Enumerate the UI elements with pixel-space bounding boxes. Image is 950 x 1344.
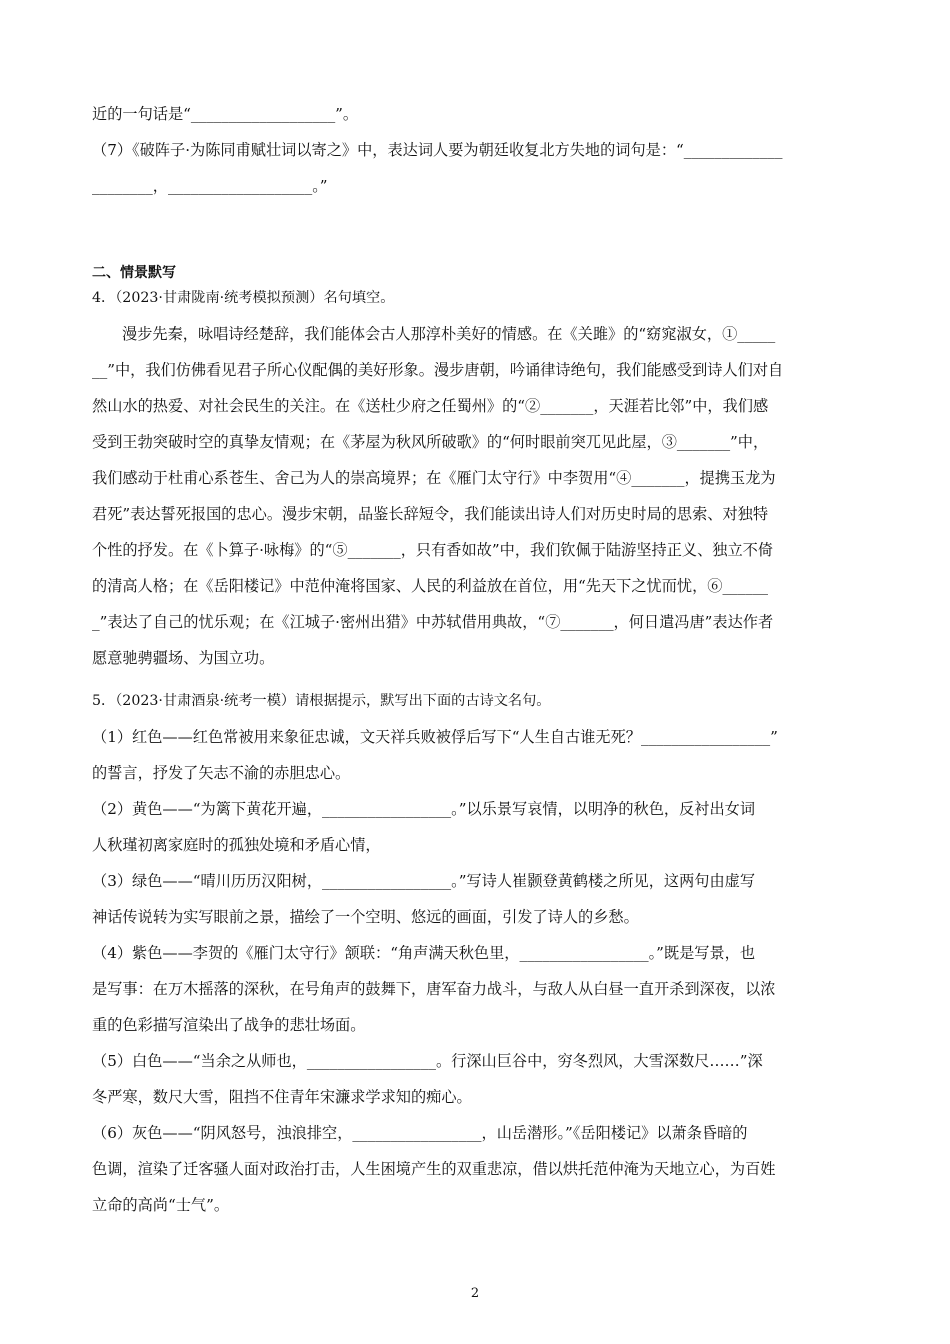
q5-line: （6）灰色——“阴风怒号，浊浪排空，_________________，山岳潜形。”《岳阳楼记》以萧条昏暗的 — [92, 1124, 748, 1142]
section-title: 二、情景默写 — [92, 265, 176, 281]
q4-line: 然山水的热爱、对社会民生的关注。在《送杜少府之任蜀州》的“②_______，天涯若比邻”中，我们感 — [92, 397, 769, 415]
q5-line: （3）绿色——“晴川历历汉阳树，_________________。”写诗人崔颢登黄鹤楼之所见，这两句由虚写 — [92, 872, 756, 890]
q5-line: （1）红色——红色常被用来象征忠诚，文天祥兵败被俘后写下“人生自古谁无死？_________________” — [92, 728, 778, 746]
q4-line: __”中，我们仿佛看见君子所心仪配偶的美好形象。漫步唐朝，吟诵律诗绝句，我们能感受到诗人们对自 — [92, 361, 784, 379]
q5-line: 人秋瑾初离家庭时的孤独处境和矛盾心情， — [92, 836, 381, 854]
q5-header: 5．（2023·甘肃酒泉·统考一模）请根据提示，默写出下面的古诗文名句。 — [92, 693, 551, 709]
top-line-2: （7）《破阵子·为陈同甫赋壮词以寄之》中，表达词人要为朝廷收复北方失地的词句是：“_____________ — [92, 141, 783, 159]
page-number: 2 — [470, 1286, 480, 1301]
q4-line: 个性的抒发。在《卜算子·咏梅》的“⑤_______，只有香如故”中，我们钦佩于陆游坚持正义、独立不倚 — [92, 541, 774, 559]
top-line-1: 近的一句话是“___________________”。 — [92, 105, 359, 123]
q5-line: 的誓言，抒发了矢志不渝的赤胆忠心。 — [92, 764, 351, 782]
q5-line: 冬严寒，数尺大雪，阻挡不住青年宋濂求学求知的痴心。 — [92, 1088, 472, 1106]
q5-line: 立命的高尚“士气”。 — [92, 1196, 230, 1214]
q5-line: 重的色彩描写渲染出了战争的悲壮场面。 — [92, 1016, 366, 1034]
q4-line: 受到王勃突破时空的真挚友情观；在《茅屋为秋风所破歌》的“何时眼前突兀见此屋，③_______”中， — [92, 433, 769, 451]
q5-line: （4）紫色——李贺的《雁门太守行》颔联：“角声满天秋色里，_________________。”既是写景，也 — [92, 944, 756, 962]
q4-line: 我们感动于杜甫心系苍生、舍己为人的崇高境界；在《雁门太守行》中李贺用“④_______，提携玉龙为 — [92, 469, 776, 487]
q4-line: 漫步先秦，咏唱诗经楚辞，我们能体会古人那淳朴美好的情感。在《关雎》的“窈窕淑女，①_____ — [122, 325, 776, 343]
q5-line: 是写事：在万木摇落的深秋，在号角声的鼓舞下，唐军奋力战斗，与敌人从白昼一直开杀到深夜，以浓 — [92, 980, 776, 998]
q5-line: 神话传说转为实写眼前之景，描绘了一个空明、悠远的画面，引发了诗人的乡愁。 — [92, 908, 639, 926]
q5-line: （5）白色——“当余之从师也，_________________。行深山巨谷中，穷冬烈风，大雪深数尺……”深 — [92, 1052, 763, 1070]
q4-line: _”表达了自己的忧乐观；在《江城子·密州出猎》中苏轼借用典故，“⑦_______，何日遣冯唐”表达作者 — [92, 613, 774, 631]
q5-line: 色调，渲染了迁客骚人面对政治打击，人生困境产生的双重悲凉，借以烘托范仲淹为天地立心，为百姓 — [92, 1160, 776, 1178]
q5-line: （2）黄色——“为篱下黄花开遍，_________________。”以乐景写哀情，以明净的秋色，反衬出女词 — [92, 800, 756, 818]
q4-header: 4．（2023·甘肃陇南·统考模拟预测）名句填空。 — [92, 290, 395, 306]
q4-line: 君死”表达誓死报国的忠心。漫步宋朝，品鉴长辞短令，我们能读出诗人们对历史时局的思索、对独特 — [92, 505, 769, 523]
q4-line: 的清高人格；在《岳阳楼记》中范仲淹将国家、人民的利益放在首位，用“先天下之忧而忧，⑥______ — [92, 577, 769, 595]
q4-line: 愿意驰骋疆场、为国立功。 — [92, 649, 275, 667]
top-line-3: ________，___________________。” — [92, 177, 328, 195]
